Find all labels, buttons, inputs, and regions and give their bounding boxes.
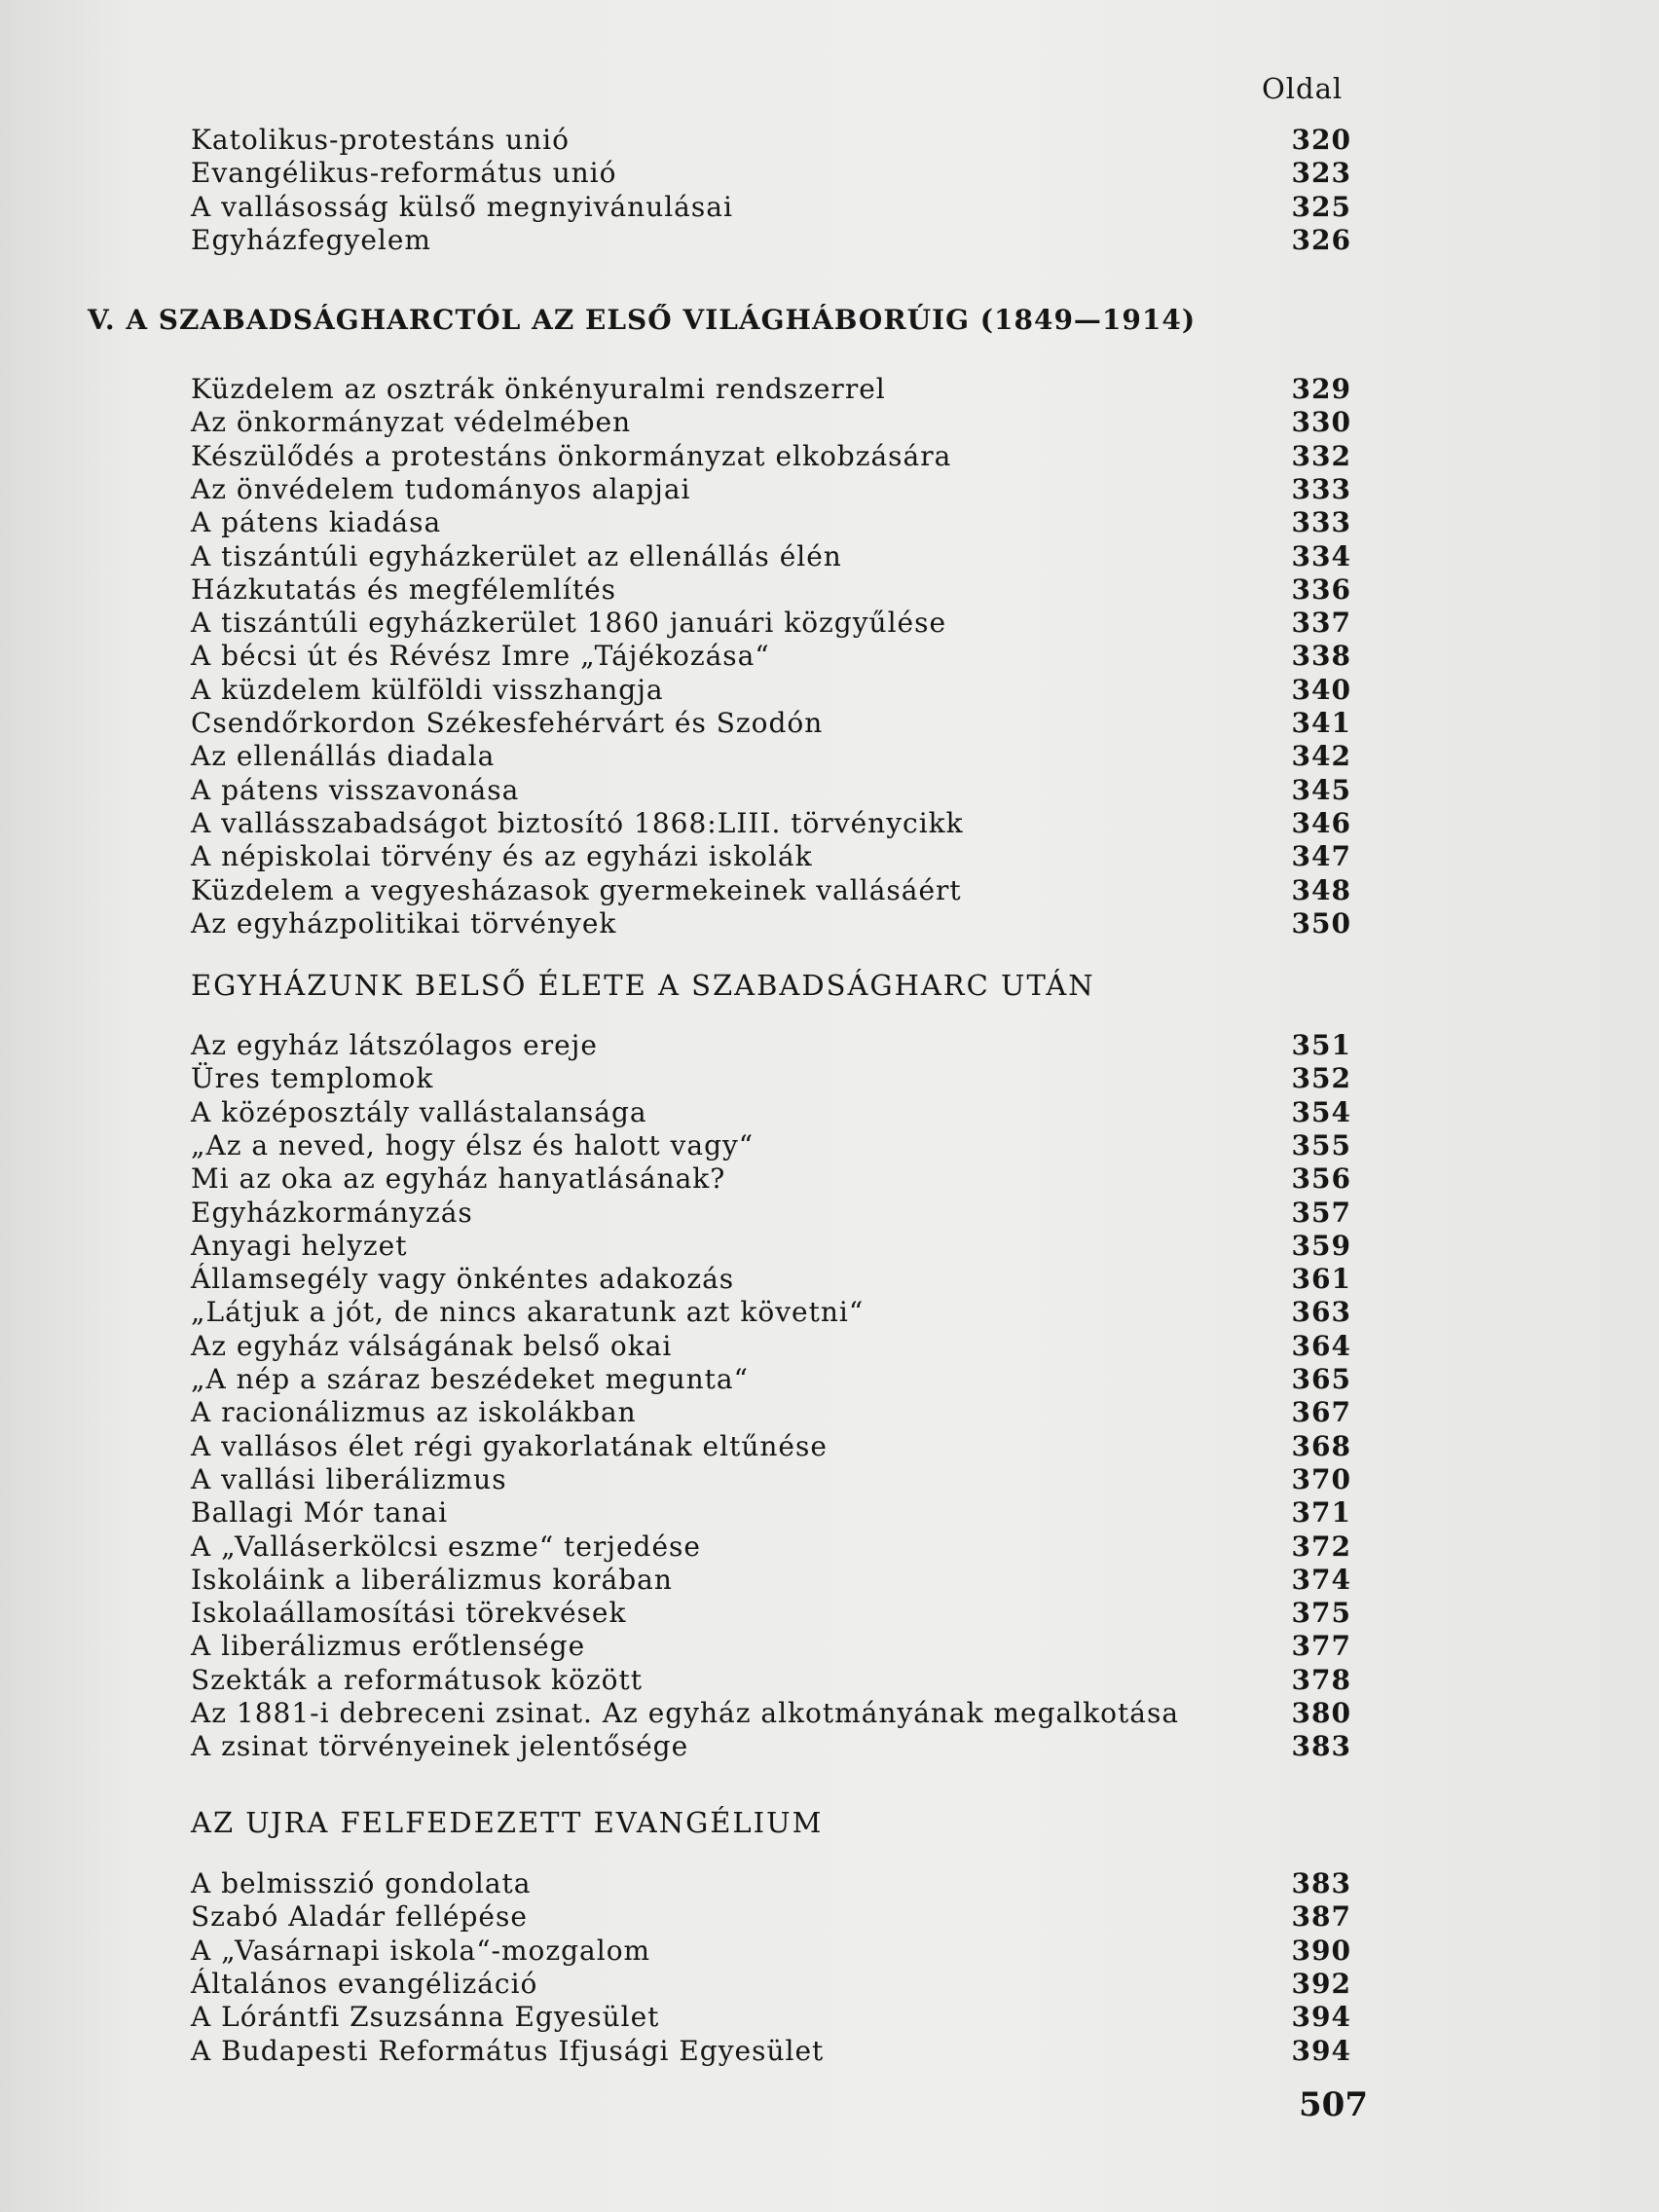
toc-entry (191, 1162, 1351, 1196)
toc-entry-title: A középosztály vallástalansága (191, 1095, 647, 1128)
toc-entry (191, 373, 1351, 406)
toc-entry-title: Az egyház válságának belső okai (191, 1329, 673, 1362)
toc-entry-title: A vallásos élet régi gyakorlatának eltűnése (191, 1429, 828, 1462)
toc-entry-page: 340 (1291, 673, 1351, 706)
toc-entry-page: 356 (1291, 1162, 1351, 1196)
toc-entry-title: A zsinat törvényeinek jelentősége (191, 1730, 689, 1763)
toc-entry-title: Szabó Aladár fellépése (191, 1900, 528, 1934)
toc-entry-title: A racionálizmus az iskolákban (191, 1396, 637, 1429)
toc-entry-title: Küzdelem a vegyesházasok gyermekeinek vallásáért (191, 873, 962, 906)
toc-entry-page: 380 (1291, 1697, 1351, 1729)
toc-entry-page: 364 (1291, 1329, 1351, 1362)
toc-entry-page: 357 (1291, 1196, 1351, 1229)
toc-entry-page: 341 (1291, 707, 1351, 739)
toc-entry-title: A liberálizmus erőtlensége (191, 1630, 586, 1663)
toc-entry (191, 840, 1351, 873)
toc-entry-title: Készülődés a protestáns önkormányzat elkobzására (191, 439, 952, 472)
toc-entry-page: 394 (1291, 2034, 1351, 2067)
toc-entry (191, 640, 1351, 673)
toc-entry-page: 372 (1291, 1530, 1351, 1563)
toc-entry-title: Egyházkormányzás (191, 1196, 473, 1229)
toc-entry-title: Iskoláink a liberálizmus korában (191, 1563, 673, 1596)
toc-entry-page: 355 (1291, 1128, 1351, 1161)
toc-entry-page: 329 (1291, 373, 1351, 405)
toc-entry (191, 1730, 1351, 1763)
toc-entry-page: 342 (1291, 740, 1351, 773)
toc-entry (191, 573, 1351, 607)
toc-entry-title: A pátens visszavonása (191, 773, 520, 806)
toc-entry-page: 330 (1291, 406, 1351, 439)
toc-entry (191, 191, 1351, 224)
toc-entry-title: „Látjuk a jót, de nincs akaratunk azt követni“ (191, 1296, 865, 1329)
toc-entry (191, 406, 1351, 439)
toc-entry-page: 363 (1291, 1296, 1351, 1329)
toc-entry (191, 1496, 1351, 1530)
toc-entry (191, 440, 1351, 473)
toc-entry (191, 1664, 1351, 1697)
toc-entry (191, 1062, 1351, 1095)
toc-entry-title: Mi az oka az egyház hanyatlásának? (191, 1162, 726, 1196)
toc-entry (191, 1867, 1351, 1900)
toc-entry-page: 350 (1291, 906, 1351, 940)
toc-entry (191, 674, 1351, 707)
toc-entry-title: Anyagi helyzet (191, 1229, 408, 1262)
toc-entry-page: 370 (1291, 1462, 1351, 1495)
toc-entry (191, 1096, 1351, 1129)
toc-entry-title: Az egyházpolitikai törvények (191, 906, 617, 940)
toc-entry (191, 1697, 1351, 1730)
toc-entry-page: 347 (1291, 840, 1351, 873)
toc-entry-page: 394 (1291, 2001, 1351, 2034)
toc-entry (191, 224, 1351, 257)
toc-entry-page: 323 (1291, 157, 1351, 190)
toc-entry-title: Az ellenállás diadala (191, 740, 496, 773)
toc-entry-page: 332 (1291, 439, 1351, 472)
toc-entry-title: Küzdelem az osztrák önkényuralmi rendszerrel (191, 373, 886, 405)
toc-entry (191, 2035, 1351, 2068)
toc-entry-page: 338 (1291, 640, 1351, 673)
toc-entry-page: 374 (1291, 1563, 1351, 1596)
toc-entry-title: A vallásosság külső megnyivánulásai (191, 190, 733, 223)
toc-entry (191, 1463, 1351, 1496)
toc-entry (191, 1129, 1351, 1162)
toc-entry-page: 334 (1291, 539, 1351, 572)
toc-entry (191, 157, 1351, 190)
toc-entry (191, 1029, 1351, 1062)
toc-entry-title: Üres templomok (191, 1062, 434, 1095)
toc-entry-title: A tiszántúli egyházkerület 1860 januári közgyűlése (191, 607, 947, 640)
toc-entry-page: 333 (1291, 506, 1351, 539)
toc-entry-title: A tiszántúli egyházkerület az ellenállás élén (191, 539, 842, 572)
toc-entry-title: A vallási liberálizmus (191, 1462, 507, 1495)
toc-entry-title: Államsegély vagy önkéntes adakozás (191, 1263, 735, 1296)
toc-entry-page: 368 (1291, 1429, 1351, 1462)
toc-entry-title: Az egyház látszólagos ereje (191, 1029, 598, 1061)
toc-entry (191, 1564, 1351, 1597)
toc-entry-page: 351 (1291, 1029, 1351, 1061)
toc-entry-title: Az önkormányzat védelmében (191, 406, 632, 439)
toc-entry (191, 473, 1351, 506)
toc-entry-page: 390 (1291, 1934, 1351, 1967)
toc-entry-title: A „Vasárnapi iskola“-mozgalom (191, 1934, 651, 1967)
toc-entry-page: 325 (1291, 190, 1351, 223)
toc-entry-title: Csendőrkordon Székesfehérvárt és Szodón (191, 707, 824, 739)
toc-entry-title: A vallásszabadságot biztosító 1868:LIII. törvénycikk (191, 806, 964, 839)
toc-entry (191, 874, 1351, 907)
toc-entry-page: 336 (1291, 572, 1351, 606)
toc-entry-page: 333 (1291, 472, 1351, 505)
toc-entry-title: Házkutatás és megfélemlítés (191, 572, 617, 606)
toc-entry-title: Szekták a reformátusok között (191, 1663, 643, 1696)
toc-entry (191, 1597, 1351, 1630)
toc-entry-page: 320 (1291, 124, 1351, 156)
toc-entry-page: 365 (1291, 1363, 1351, 1395)
toc-entry-page: 387 (1291, 1900, 1351, 1934)
toc-entry-page: 383 (1291, 1730, 1351, 1763)
toc-entry (191, 1430, 1351, 1463)
toc-entry (191, 540, 1351, 573)
toc-entry-title: A küzdelem külföldi visszhangja (191, 673, 664, 706)
toc-entry-page: 359 (1291, 1229, 1351, 1262)
toc-entry (191, 607, 1351, 640)
toc-entry-title: A bécsi út és Révész Imre „Tájékozása“ (191, 640, 770, 673)
toc-entry-title: A népiskolai törvény és az egyházi iskolák (191, 840, 813, 873)
toc-entry-page: 371 (1291, 1496, 1351, 1530)
chapter-v-heading: V. A SZABADSÁGHARCTÓL AZ ELSŐ VILÁGHÁBORÚIG (1849—1914) (88, 304, 1197, 336)
toc-entry-page: 337 (1291, 607, 1351, 640)
page-column-label: Oldal (1262, 72, 1344, 105)
section-heading-belso-elete: EGYHÁZUNK BELSŐ ÉLETE A SZABADSÁGHARC UTÁN (191, 969, 1095, 1002)
toc-entry-page: 375 (1291, 1597, 1351, 1630)
toc-entry-page: 352 (1291, 1062, 1351, 1095)
toc-entry (191, 2001, 1351, 2034)
toc-entry-page: 345 (1291, 773, 1351, 806)
toc-entry (191, 1630, 1351, 1663)
toc-entry (191, 774, 1351, 807)
toc-entry-title: Az 1881-i debreceni zsinat. Az egyház alkotmányának megalkotása (191, 1697, 1180, 1729)
toc-entry-title: Katolikus-protestáns unió (191, 124, 570, 156)
toc-entry-page: 392 (1291, 1967, 1351, 2000)
toc-entry-page: 361 (1291, 1263, 1351, 1296)
toc-entry (191, 124, 1351, 157)
toc-entry-title: Evangélikus-református unió (191, 157, 617, 190)
toc-entry (191, 740, 1351, 773)
toc-entry-page: 378 (1291, 1663, 1351, 1696)
toc-entry-title: A belmisszió gondolata (191, 1867, 532, 1899)
toc-entry-page: 326 (1291, 223, 1351, 256)
toc-entry-title: Iskolaállamosítási törekvések (191, 1597, 627, 1630)
toc-entry (191, 707, 1351, 740)
page-number: 507 (1299, 2085, 1368, 2124)
toc-entry-page: 383 (1291, 1867, 1351, 1899)
toc-entry-title: „Az a neved, hogy élsz és halott vagy“ (191, 1128, 755, 1161)
toc-entry (191, 907, 1351, 940)
toc-entry-title: A „Valláserkölcsi eszme“ terjedése (191, 1530, 701, 1563)
toc-entry-title: A Lórántfi Zsuzsánna Egyesület (191, 2001, 660, 2034)
section-heading-evangelium: AZ UJRA FELFEDEZETT EVANGÉLIUM (191, 1806, 824, 1839)
toc-entry-title: „A nép a száraz beszédeket megunta“ (191, 1363, 749, 1395)
toc-entry-title: Általános evangélizáció (191, 1967, 538, 2000)
toc-entry (191, 1230, 1351, 1263)
toc-entry-page: 377 (1291, 1630, 1351, 1663)
toc-entry (191, 1935, 1351, 1968)
toc-entry-page: 367 (1291, 1396, 1351, 1429)
toc-entry (191, 1530, 1351, 1564)
toc-entry-title: A pátens kiadása (191, 506, 442, 539)
toc-entry (191, 506, 1351, 539)
toc-entry-title: Ballagi Mór tanai (191, 1496, 449, 1530)
toc-entry (191, 1197, 1351, 1230)
toc-entry-page: 348 (1291, 873, 1351, 906)
toc-entry-title: Egyházfegyelem (191, 223, 431, 256)
toc-entry-title: A Budapesti Református Ifjusági Egyesület (191, 2034, 825, 2067)
toc-entry (191, 1296, 1351, 1329)
toc-entry (191, 1363, 1351, 1396)
toc-entry (191, 1330, 1351, 1363)
toc-entry (191, 1263, 1351, 1296)
toc-entry-page: 354 (1291, 1095, 1351, 1128)
toc-entry-title: Az önvédelem tudományos alapjai (191, 472, 691, 505)
toc-entry-page: 346 (1291, 806, 1351, 839)
toc-entry (191, 1968, 1351, 2001)
toc-entry (191, 1396, 1351, 1429)
toc-entry (191, 807, 1351, 840)
toc-entry (191, 1900, 1351, 1934)
